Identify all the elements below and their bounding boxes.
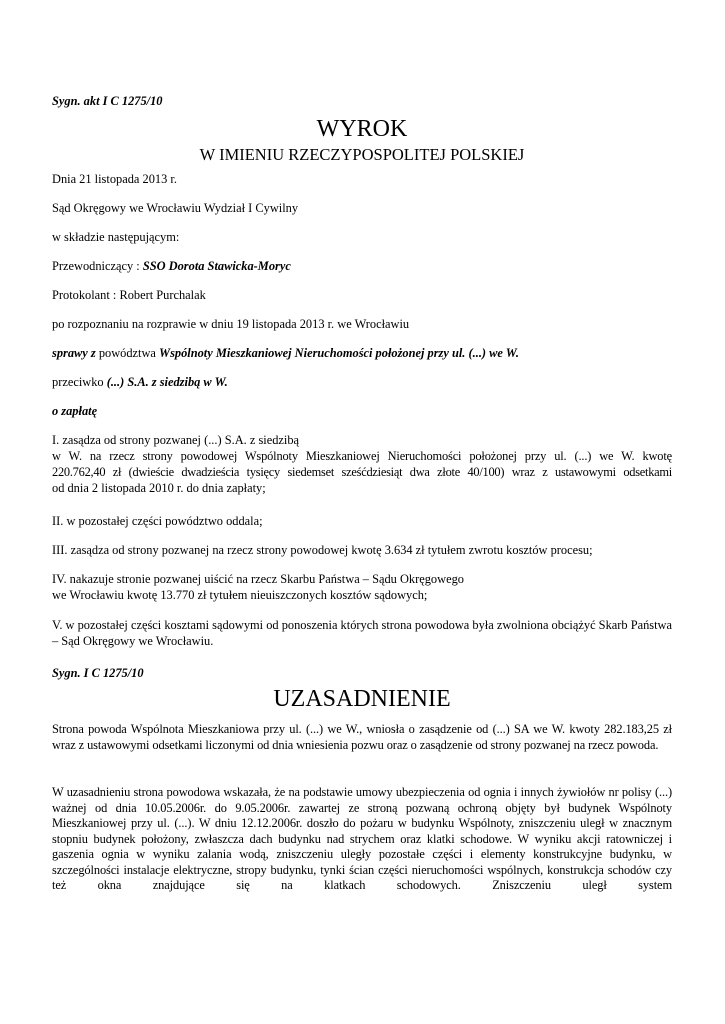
court-name: Sąd Okręgowy we Wrocławiu Wydział I Cywilny — [52, 201, 299, 215]
against-label: przeciwko — [52, 375, 107, 389]
chair-line — [52, 259, 672, 275]
ruling-2: II. w pozostałej części powództwo oddala; — [52, 514, 263, 528]
case-subject: o zapłatę — [52, 404, 98, 418]
judgment-subtitle: W IMIENIU RZECZYPOSPOLITEJ POLSKIEJ — [199, 145, 525, 164]
ruling-4-line-1: IV. nakazuje stronie pozwanej uiścić na rzecz Skarbu Państwa – Sądu Okręgowego — [52, 572, 464, 586]
against-party: (...) S.A. z siedzibą w W. — [106, 375, 228, 389]
chair-label: Przewodniczący : — [52, 259, 143, 273]
case-signature-justification: Sygn. I C 1275/10 — [52, 666, 144, 680]
ruling-5: V. w pozostałej części kosztami sądowymi od ponoszenia których strona powodowa była zwolniona obciążyć Skarb Państwa – Sąd Okręgowy we Wrocławiu. — [52, 618, 672, 648]
clerk-line: Protokolant : Robert Purchalak — [52, 288, 206, 302]
case-signature-top: Sygn. akt I C 1275/10 — [52, 94, 163, 108]
ruling-1-line-3: 220.762,40 zł (dwieście dwadzieścia tysięcy siedemset sześćdziesiąt dwa złote 40/100) wraz z ustawowymi odsetkami — [52, 465, 672, 479]
case-line — [52, 346, 672, 362]
case-prefix: sprawy z — [52, 346, 96, 360]
justification-paragraph-2: W uzasadnieniu strona powodowa wskazała, że na podstawie umowy ubezpieczenia od ognia i innych żywiołów nr polisy (...) ważnej od dnia 10.05.2006r. do 9.05.2006r. zawartej ze stroną pozwaną ochroną objęty był budynek Wspólnoty Mieszkaniowej przy ul. (...). W dniu 12.12.2006r. doszło do pożaru w budynku Wspólnoty, zniszczeniu uległ w znacznym stopniu budynek położony, zwłaszcza dach budynku nad strychem oraz klatki schodowe. W wyniku akcji ratowniczej i gaszenia ognia w wyniku zalania wodą, zniszczeniu uległy pozostałe części i elementy konstrukcyjne budynku, w szczególności instalacje elektryczne, stropy budynku, tynki ścian części nieruchomości wspólnych, konstrukcja schodów czy też okna znajdujące się na klatkach schodowych. Zniszczeniu uległ system — [52, 785, 672, 892]
ruling-3: III. zasądza od strony pozwanej na rzecz strony powodowej kwotę 3.634 zł tytułem zwrotu kosztów procesu; — [52, 543, 593, 557]
judgment-title: WYROK — [316, 116, 408, 142]
composition-label: w składzie następującym: — [52, 230, 180, 244]
against-line — [52, 375, 672, 391]
justification-paragraph-1: Strona powoda Wspólnota Mieszkaniowa przy ul. (...) we W., wniosła o zasądzenie od (...) SA we W. kwoty 282.183,25 zł wraz z ustawowymi odsetkami liczonymi od dnia wniesienia pozwu oraz o zasądzenie od strony pozwanej na rzecz powoda. — [52, 722, 672, 752]
chair-name: SSO Dorota Stawicka-Moryc — [142, 259, 291, 273]
case-party: Wspólnoty Mieszkaniowej Nieruchomości położonej przy ul. (...) we W. — [159, 346, 519, 360]
ruling-1-line-2: w W. na rzecz strony powodowej Wspólnoty Mieszkaniowej Nieruchomości położonej przy ul. (...) we W. kwotę — [52, 449, 672, 463]
ruling-1-line-1: I. zasądza od strony pozwanej (...) S.A. z siedzibą — [52, 433, 300, 447]
judgment-date: Dnia 21 listopada 2013 r. — [52, 172, 177, 186]
justification-title: UZASADNIENIE — [273, 686, 451, 712]
hearing-line: po rozpoznaniu na rozprawie w dniu 19 listopada 2013 r. we Wrocławiu — [52, 317, 410, 331]
case-mid: powództwa — [95, 346, 160, 360]
ruling-4-line-2: we Wrocławiu kwotę 13.770 zł tytułem nieuiszczonych kosztów sądowych; — [52, 588, 428, 602]
ruling-1-line-4: od dnia 2 listopada 2010 r. do dnia zapłaty; — [52, 481, 266, 495]
